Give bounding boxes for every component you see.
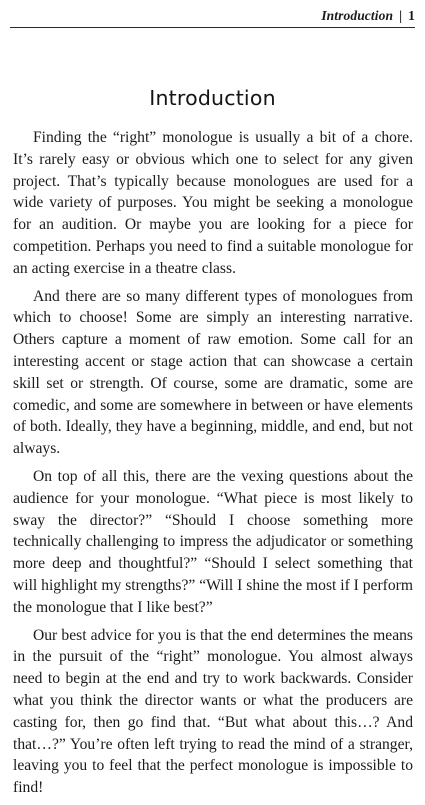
paragraph: On top of all this, there are the vexing questions about the audience for your monologue. “What piece is most likely to sway the director?” “Should I choose something more technically challenging to impress the adjudicator or something more deep and thoughtful?” “Should I select something that will highlight my strengths?” “Will I shine the most if I perform the monologue that I like best?” (13, 467, 413, 616)
running-header (10, 6, 415, 26)
paragraph: And there are so many different types of monologues from which to choose! Some are simply an interesting narrative. Others capture a moment of raw emotion. Some call for an interesting accent or stage action that can showcase a certain skill set or strength. Of course, some are dramatic, some are comedic, and some are somewhere in between or have elements of both. Ideally, they have a beginning, middle, and end, but not always. (13, 287, 413, 458)
running-title: Introduction (321, 8, 394, 23)
header-separator: | (399, 8, 403, 23)
chapter-title: Introduction (149, 85, 276, 110)
paragraph: Finding the “right” monologue is usually a bit of a chore. It’s rarely easy or obvious which one to select for any given project. That’s typically because monologues are used for a wide variety of purposes. You might be seeking a monologue for an audition. Or maybe you are looking for a piece for competition. Perhaps you need to find a suitable monologue for an acting exercise in a theatre class. (13, 129, 413, 277)
page-number: 1 (408, 8, 415, 23)
body-text (13, 127, 413, 805)
paragraph: Our best advice for you is that the end determines the means in the pursuit of the “right” monologue. You almost always need to begin at the end and try to work backwards. Consider what you think the director wants or what the producers are casting for, then go find that. “But what about this…? And that…?” You’re often left trying to read the mind of a stranger, leaving you to feel that the perfect monologue is impossible to find! (13, 626, 413, 797)
header-rule (10, 27, 415, 28)
